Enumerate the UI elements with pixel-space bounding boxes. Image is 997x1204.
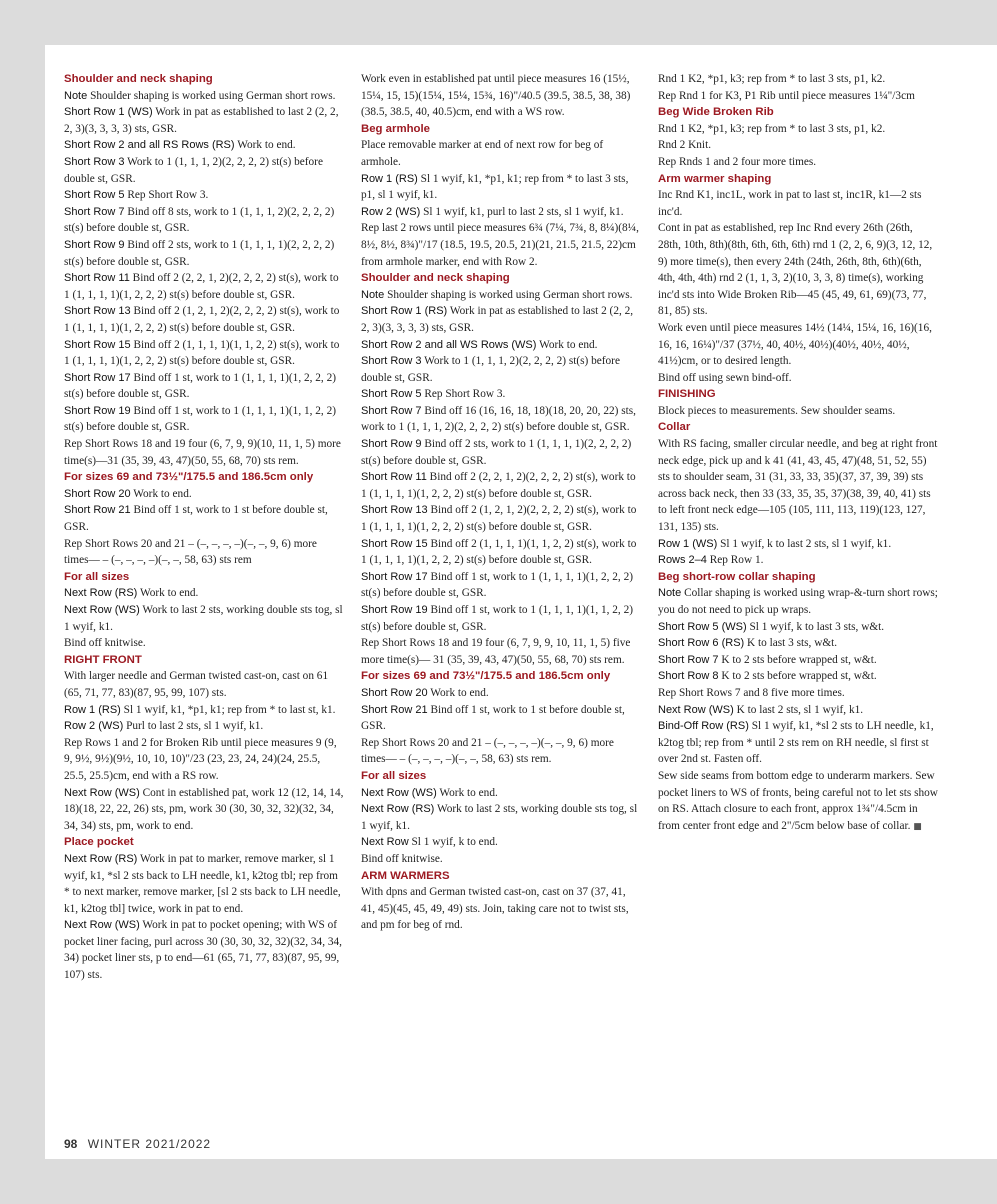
- section-heading: ARM WARMERS: [361, 869, 450, 882]
- instruction-paragraph: [64, 403, 344, 436]
- row-label: Short Row 11: [361, 471, 427, 484]
- row-label: Rows 2–4: [658, 554, 707, 567]
- instruction-text: Sl 1 wyif, k1, *sl 2 sts to LH needle, k1, k2tog tbl; rep from * until 2 sts rem on RH needle, sl first st over 2nd st. Fasten off.: [658, 720, 934, 766]
- instruction-paragraph: [658, 88, 938, 105]
- instruction-paragraph: [361, 287, 641, 304]
- instruction-text: Rep Short Rows 20 and 21 – (–, –, –, –)(–, –, 9, 6) more times— – (–, –, –, –)(–, –, 58, 63) sts rem.: [361, 736, 614, 766]
- instruction-text: Rep Short Rows 7 and 8 five more times.: [658, 686, 845, 699]
- instruction-paragraph: [361, 834, 641, 851]
- row-label: Short Row 15: [64, 338, 131, 351]
- row-label: Row 2 (WS): [64, 720, 124, 733]
- instruction-paragraph: [658, 71, 938, 88]
- instruction-paragraph: [64, 718, 344, 735]
- instruction-paragraph: [361, 884, 641, 934]
- instruction-paragraph: [658, 320, 938, 370]
- instruction-text: Sew side seams from bottom edge to underarm markers. Sew pocket liners to WS of fronts, being careful not to let sts show on RS. Attach closure to each front, approx 1¾"/4.5cm in from center front edge and 2"/5cm below base of collar.: [658, 769, 938, 832]
- instruction-text: Rnd 1 K2, *p1, k3; rep from * to last 3 sts, p1, k2.: [658, 122, 886, 135]
- instruction-text: Bind off 2 (2, 2, 1, 2)(2, 2, 2, 2) st(s), work to 1 (1, 1, 1, 1)(1, 2, 2, 2) st(s) before double st, GSR.: [64, 272, 339, 301]
- instruction-text: Rep last 2 rows until piece measures 6¾ (7¼, 7¾, 8, 8¼)(8¼, 8½, 8½, 8¾)"/17 (18.5, 19.5, 20.5, 21)(21, 21.5, 21.5, 22)cm from armhole marker, end with Row 2.: [361, 222, 639, 268]
- row-label: Short Row 1 (WS): [64, 106, 153, 119]
- row-label: Row 1 (RS): [64, 703, 121, 716]
- instruction-text: With RS facing, smaller circular needle, and beg at right front neck edge, pick up and k 41 (41, 43, 45, 47)(48, 51, 52, 55) sts to shoulder seam, 31 (31, 33, 33, 35)(37, 37, 39, 39) sts across back neck, then 33 (33, 35, 35, 37)(38, 39, 40, 41) sts to left front neck edge—105 (105, 111, 113, 119)(123, 127, 131, 135) sts.: [658, 438, 938, 534]
- row-label: Next Row (RS): [64, 852, 138, 865]
- instruction-text: Work to end.: [430, 686, 489, 699]
- row-label: Next Row (WS): [64, 604, 140, 616]
- row-label: Next Row (RS): [361, 803, 435, 816]
- row-label: Short Row 17: [361, 570, 428, 583]
- row-label: Next Row (WS): [658, 703, 734, 716]
- column-2: [361, 71, 641, 934]
- section-heading: Shoulder and neck shaping: [64, 73, 213, 85]
- instruction-paragraph: [658, 619, 938, 636]
- instruction-paragraph: [658, 370, 938, 387]
- instruction-text: Inc Rnd K1, inc1L, work in pat to last st, inc1R, k1—2 sts inc'd.: [658, 189, 922, 218]
- instruction-paragraph: [361, 801, 641, 834]
- section-heading: Collar: [658, 421, 691, 434]
- row-label: Short Row 3: [361, 355, 422, 368]
- instruction-text: Sl 1 wyif, k to end.: [411, 836, 498, 849]
- row-label: Short Row 8: [658, 670, 719, 683]
- row-label: Short Row 13: [64, 305, 131, 318]
- row-label: Short Row 19: [361, 604, 428, 616]
- instruction-text: Bind off 16 (16, 16, 18, 18)(18, 20, 20, 22) sts, work to 1 (1, 1, 1, 2)(2, 2, 2, 2) st(s) before double st, GSR.: [361, 404, 636, 434]
- row-label: Short Row 2 and all RS Rows (RS): [64, 139, 235, 152]
- instruction-paragraph: [64, 502, 344, 535]
- instruction-text: Bind off 2 sts, work to 1 (1, 1, 1, 1)(2, 2, 2, 2) st(s) before double st, GSR.: [361, 438, 632, 467]
- instruction-text: Shoulder shaping is worked using German short rows.: [90, 89, 336, 102]
- instruction-text: Bind off 2 (2, 2, 1, 2)(2, 2, 2, 2) st(s), work to 1 (1, 1, 1, 1)(1, 2, 2, 2) st(s) before double st, GSR.: [361, 471, 636, 500]
- instruction-paragraph: [64, 187, 344, 204]
- end-of-article-icon: ■: [913, 821, 922, 832]
- column-3: [658, 71, 938, 835]
- instruction-text: Work in pat to pocket opening; with WS of pocket liner facing, purl across 30 (30, 30, 32, 32)(32, 34, 34, 34) pocket liner sts, p to end—61 (65, 71, 77, 83)(87, 95, 99, 107) sts.: [64, 919, 342, 982]
- instruction-text: Rep Rnds 1 and 2 four more times.: [658, 155, 817, 168]
- instruction-text: Collar shaping is worked using wrap-&-turn short rows; you do not need to pick up wraps.: [658, 587, 938, 616]
- instruction-text: Bind off using sewn bind-off.: [658, 371, 792, 384]
- instruction-paragraph: [658, 768, 938, 835]
- row-label: Short Row 11: [64, 272, 130, 285]
- row-label: Next Row (RS): [64, 587, 138, 600]
- instruction-paragraph: [658, 652, 938, 669]
- instruction-text: Bind off 2 (1, 2, 1, 2)(2, 2, 2, 2) st(s), work to 1 (1, 1, 1, 1)(1, 2, 2, 2) st(s) before double st, GSR.: [64, 305, 340, 334]
- row-label: Short Row 7: [361, 404, 422, 417]
- instruction-paragraph: [658, 154, 938, 171]
- instruction-text: Rep Row 1.: [709, 554, 764, 567]
- instruction-paragraph: [64, 337, 344, 370]
- row-label: Short Row 5 (WS): [658, 620, 747, 633]
- instruction-text: Block pieces to measurements. Sew shoulder seams.: [658, 404, 896, 417]
- instruction-paragraph: [361, 337, 641, 354]
- instruction-text: Rnd 1 K2, *p1, k3; rep from * to last 3 sts, p1, k2.: [658, 73, 886, 85]
- instruction-text: Work in pat as established to last 2 (2, 2, 2, 3)(3, 3, 3, 3) sts, GSR.: [361, 305, 634, 334]
- section-heading: Beg short-row collar shaping: [658, 570, 816, 583]
- instruction-text: Place removable marker at end of next row for beg of armhole.: [361, 139, 604, 168]
- issue-label: WINTER 2021/2022: [87, 1137, 212, 1151]
- instruction-text: K to 2 sts before wrapped st, w&t.: [721, 670, 877, 683]
- row-label: Bind-Off Row (RS): [658, 720, 749, 733]
- row-label: Short Row 21: [64, 504, 131, 517]
- instruction-paragraph: [64, 536, 344, 569]
- instruction-text: Rep Rows 1 and 2 for Broken Rib until piece measures 9 (9, 9, 9½, 9½)(9½, 10, 10, 10)"/23 (23, 23, 24, 24)(24, 25.5, 25.5, 25.5)cm, end with a RS row.: [64, 736, 337, 782]
- instruction-text: Bind off 2 (1, 1, 1, 1)(1, 1, 2, 2) st(s), work to 1 (1, 1, 1, 1)(1, 2, 2, 2) st(s) before double st, GSR.: [64, 338, 340, 368]
- instruction-paragraph: [658, 668, 938, 685]
- instruction-text: Work to 1 (1, 1, 1, 2)(2, 2, 2, 2) st(s) before double st, GSR.: [64, 155, 323, 185]
- instruction-text: Work to end.: [539, 338, 598, 351]
- row-label: Short Row 13: [361, 504, 428, 517]
- instruction-text: Bind off knitwise.: [64, 637, 146, 650]
- instruction-paragraph: [361, 469, 641, 502]
- instruction-text: Bind off 1 st, work to 1 st before double st, GSR.: [64, 504, 328, 534]
- instruction-paragraph: [361, 386, 641, 403]
- instruction-text: Sl 1 wyif, k1, *p1, k1; rep from * to last st, k1.: [123, 703, 336, 716]
- row-label: Short Row 19: [64, 404, 131, 417]
- instruction-paragraph: [658, 685, 938, 702]
- instruction-paragraph: [658, 137, 938, 154]
- instruction-text: Bind off 1 st, work to 1 (1, 1, 1, 1)(1, 1, 2, 2) st(s) before double st, GSR.: [361, 604, 633, 633]
- instruction-paragraph: [658, 121, 938, 138]
- instruction-paragraph: [64, 436, 344, 469]
- instruction-paragraph: [361, 403, 641, 436]
- row-label: Short Row 7: [658, 653, 719, 666]
- instruction-text: Work to last 2 sts, working double sts tog, sl 1 wyif, k1.: [361, 803, 638, 832]
- instruction-paragraph: [361, 602, 641, 635]
- instruction-text: Bind off knitwise.: [361, 852, 443, 865]
- section-heading: Arm warmer shaping: [658, 172, 772, 185]
- instruction-text: Bind off 1 st, work to 1 (1, 1, 1, 1)(1, 2, 2, 2) st(s) before double st, GSR.: [361, 570, 633, 600]
- instruction-paragraph: [361, 137, 641, 170]
- instruction-paragraph: [658, 220, 938, 320]
- instruction-text: Bind off 1 st, work to 1 (1, 1, 1, 1)(1, 2, 2, 2) st(s) before double st, GSR.: [64, 371, 336, 401]
- instruction-paragraph: [658, 718, 938, 768]
- instruction-text: Sl 1 wyif, k1, purl to last 2 sts, sl 1 wyif, k1.: [423, 205, 624, 218]
- instruction-paragraph: [64, 486, 344, 503]
- instruction-paragraph: [361, 436, 641, 469]
- instruction-paragraph: [658, 702, 938, 719]
- row-label: Next Row (WS): [361, 786, 437, 799]
- row-label: Short Row 9: [64, 238, 125, 251]
- instruction-text: Shoulder shaping is worked using German short rows.: [387, 288, 633, 301]
- row-label: Note: [658, 587, 682, 600]
- instruction-paragraph: [361, 220, 641, 270]
- instruction-text: With larger needle and German twisted cast-on, cast on 61 (65, 71, 77, 83)(87, 95, 99, 107) sts.: [64, 670, 329, 699]
- instruction-paragraph: [361, 569, 641, 602]
- instruction-text: Sl 1 wyif, k1, *p1, k1; rep from * to last 3 sts, p1, sl 1 wyif, k1.: [361, 172, 629, 202]
- section-heading: For all sizes: [361, 769, 427, 782]
- instruction-paragraph: [64, 88, 344, 105]
- instruction-paragraph: [64, 735, 344, 785]
- row-label: Short Row 17: [64, 371, 131, 384]
- instruction-paragraph: [64, 370, 344, 403]
- instruction-text: Work even in established pat until piece measures 16 (15½, 15¼, 15, 15)(15¼, 15¼, 15¾, 16)"/40.5 (39.5, 38.5, 38, 38)(38.5, 38.5, 40, 40.5)cm, end with a WS row.: [361, 73, 631, 119]
- instruction-paragraph: [361, 71, 641, 121]
- row-label: Note: [361, 288, 385, 301]
- instruction-text: With dpns and German twisted cast-on, cast on 37 (37, 41, 41, 45)(45, 45, 49, 49) sts. Join, taking care not to twist sts, and pm for beg of rnd.: [361, 886, 629, 932]
- instruction-text: Rep Short Row 3.: [127, 189, 209, 202]
- instruction-text: Work to 1 (1, 1, 1, 2)(2, 2, 2, 2) st(s) before double st, GSR.: [361, 355, 620, 384]
- instruction-paragraph: [64, 137, 344, 154]
- page-footer: [64, 1137, 211, 1151]
- instruction-paragraph: [658, 635, 938, 652]
- instruction-text: Rnd 2 Knit.: [658, 139, 712, 152]
- instruction-paragraph: [361, 303, 641, 336]
- instruction-text: Work in pat to marker, remove marker, sl 1 wyif, k1, *sl 2 sts back to LH needle, k1, k2tog tbl; rep from * to next marker, remove marker, [sl 2 sts back to LH needle, k1, k2tog tbl] twice, work in pat to end.: [64, 852, 341, 915]
- instruction-paragraph: [361, 735, 641, 768]
- instruction-text: Work to end.: [139, 587, 199, 600]
- instruction-paragraph: [361, 785, 641, 802]
- section-heading: FINISHING: [658, 388, 716, 401]
- instruction-text: Rep Short Rows 18 and 19 four (6, 7, 9, 9, 10, 11, 1, 5) five more time(s)— 31 (35, 39, 43, 47)(50, 55, 68, 70) sts rem.: [361, 637, 631, 666]
- instruction-paragraph: [64, 851, 344, 917]
- instruction-paragraph: [361, 851, 641, 868]
- column-1: [64, 71, 344, 984]
- instruction-paragraph: [658, 585, 938, 618]
- instruction-text: K to last 2 sts, sl 1 wyif, k1.: [736, 703, 864, 716]
- row-label: Next Row: [361, 836, 409, 849]
- instruction-paragraph: [64, 104, 344, 137]
- instruction-paragraph: [64, 668, 344, 701]
- row-label: Short Row 15: [361, 537, 428, 550]
- instruction-paragraph: [361, 702, 641, 735]
- row-label: Short Row 9: [361, 438, 422, 451]
- instruction-paragraph: [658, 552, 938, 569]
- instruction-paragraph: [361, 635, 641, 668]
- instruction-paragraph: [64, 635, 344, 652]
- instruction-text: Work to end.: [439, 786, 498, 799]
- instruction-paragraph: [658, 187, 938, 220]
- section-heading: For sizes 69 and 73½"/175.5 and 186.5cm only: [64, 471, 314, 484]
- instruction-paragraph: [658, 403, 938, 420]
- row-label: Short Row 7: [64, 205, 125, 218]
- section-heading: For all sizes: [64, 570, 130, 583]
- instruction-text: Work even until piece measures 14½ (14¼, 15¼, 16, 16)(16, 16, 16, 16¼)"/37 (37½, 40, 40½, 40½)(40½, 40½, 40½, 41½)cm, or to desired length.: [658, 321, 932, 368]
- row-label: Next Row (WS): [64, 786, 140, 799]
- instruction-text: Bind off 1 st, work to 1 st before double st, GSR.: [361, 703, 625, 733]
- row-label: Short Row 20: [361, 686, 428, 699]
- section-heading: Beg Wide Broken Rib: [658, 106, 774, 119]
- instruction-paragraph: [361, 685, 641, 702]
- row-label: Short Row 21: [361, 703, 428, 716]
- instruction-text: Rep Rnd 1 for K3, P1 Rib until piece measures 1¼"/3cm: [658, 89, 915, 102]
- instruction-paragraph: [361, 536, 641, 569]
- magazine-page: [45, 45, 997, 1159]
- row-label: Short Row 5: [361, 388, 422, 401]
- row-label: Short Row 5: [64, 189, 125, 202]
- instruction-paragraph: [64, 237, 344, 270]
- instruction-paragraph: [658, 436, 938, 536]
- instruction-paragraph: [658, 536, 938, 553]
- section-heading: Shoulder and neck shaping: [361, 272, 510, 285]
- instruction-text: Work to end.: [237, 139, 296, 152]
- instruction-text: Bind off 2 (1, 2, 1, 2)(2, 2, 2, 2) st(s), work to 1 (1, 1, 1, 1)(1, 2, 2, 2) st(s) before double st, GSR.: [361, 504, 637, 534]
- instruction-text: Rep Short Rows 18 and 19 four (6, 7, 9, 9)(10, 11, 1, 5) more time(s)—31 (35, 39, 43, 47)(50, 55, 68, 70) sts rem.: [64, 438, 341, 467]
- instruction-text: Purl to last 2 sts, sl 1 wyif, k1.: [126, 720, 264, 733]
- instruction-paragraph: [361, 204, 641, 221]
- row-label: Short Row 20: [64, 487, 131, 500]
- row-label: Short Row 3: [64, 155, 125, 168]
- instruction-paragraph: [64, 585, 344, 602]
- instruction-paragraph: [361, 502, 641, 535]
- row-label: Row 1 (RS): [361, 172, 418, 185]
- instruction-text: Work to end.: [133, 487, 192, 500]
- row-label: Row 1 (WS): [658, 537, 718, 550]
- row-label: Short Row 1 (RS): [361, 305, 448, 318]
- instruction-text: Bind off 8 sts, work to 1 (1, 1, 1, 2)(2, 2, 2, 2) st(s) before double st, GSR.: [64, 205, 335, 235]
- instruction-paragraph: [64, 154, 344, 187]
- instruction-paragraph: [64, 602, 344, 635]
- row-label: Row 2 (WS): [361, 205, 421, 218]
- instruction-text: Bind off 2 sts, work to 1 (1, 1, 1, 1)(2, 2, 2, 2) st(s) before double st, GSR.: [64, 238, 335, 268]
- instruction-paragraph: [64, 204, 344, 237]
- row-label: Note: [64, 89, 88, 102]
- instruction-text: K to 2 sts before wrapped st, w&t.: [721, 653, 877, 666]
- instruction-paragraph: [361, 171, 641, 204]
- instruction-text: Work in pat as established to last 2 (2, 2, 2, 3)(3, 3, 3, 3) sts, GSR.: [64, 106, 339, 135]
- instruction-text: Bind off 2 (1, 1, 1, 1)(1, 1, 2, 2) st(s), work to 1 (1, 1, 1, 1)(1, 2, 2, 2) st(s) before double st, GSR.: [361, 537, 637, 567]
- instruction-paragraph: [64, 303, 344, 336]
- instruction-paragraph: [361, 353, 641, 386]
- row-label: Next Row (WS): [64, 919, 140, 932]
- page-number: 98: [64, 1137, 78, 1151]
- instruction-text: Sl 1 wyif, k to last 2 sts, sl 1 wyif, k1.: [720, 537, 892, 550]
- instruction-text: Rep Short Rows 20 and 21 – (–, –, –, –)(–, –, 9, 6) more times— – (–, –, –, –)(–, –, 58, 63) sts rem: [64, 537, 317, 567]
- instruction-paragraph: [64, 270, 344, 303]
- instruction-text: Rep Short Row 3.: [424, 388, 506, 401]
- section-heading: For sizes 69 and 73½"/175.5 and 186.5cm only: [361, 670, 611, 683]
- row-label: Short Row 6 (RS): [658, 637, 745, 650]
- instruction-text: K to last 3 sts, w&t.: [747, 637, 838, 650]
- instruction-text: Sl 1 wyif, k to last 3 sts, w&t.: [749, 620, 885, 633]
- instruction-text: Bind off 1 st, work to 1 (1, 1, 1, 1)(1, 1, 2, 2) st(s) before double st, GSR.: [64, 404, 336, 434]
- instruction-paragraph: [64, 917, 344, 983]
- section-heading: Place pocket: [64, 836, 134, 849]
- instruction-paragraph: [64, 702, 344, 719]
- section-heading: Beg armhole: [361, 122, 430, 135]
- instruction-text: Cont in pat as established, rep Inc Rnd every 26th (26th, 28th, 10th, 8th)(8th, 6th, 6th, 6th) rnd 1 (2, 2, 6, 9)(3, 12, 12, 9) more time(s), then every 24th (24th, 26th, 8th, 6th)(6th, 4th, 4th, 4th) rnd 2 (1, 1, 3, 2)(10, 3, 3, 8) time(s), working inc'd sts into Wide Broken Rib—45 (45, 49, 61, 69)(73, 77, 81, 85) sts.: [658, 222, 933, 318]
- instruction-text: Work to last 2 sts, working double sts tog, sl 1 wyif, k1.: [64, 604, 343, 633]
- section-heading: RIGHT FRONT: [64, 653, 142, 666]
- instruction-text: Cont in established pat, work 12 (12, 14, 14, 18)(18, 22, 22, 26) sts, pm, work 30 (30, 30, 32, 32)(32, 34, 34, 34) sts, pm, work to end.: [64, 786, 344, 832]
- instruction-paragraph: [64, 785, 344, 835]
- row-label: Short Row 2 and all WS Rows (WS): [361, 338, 537, 351]
